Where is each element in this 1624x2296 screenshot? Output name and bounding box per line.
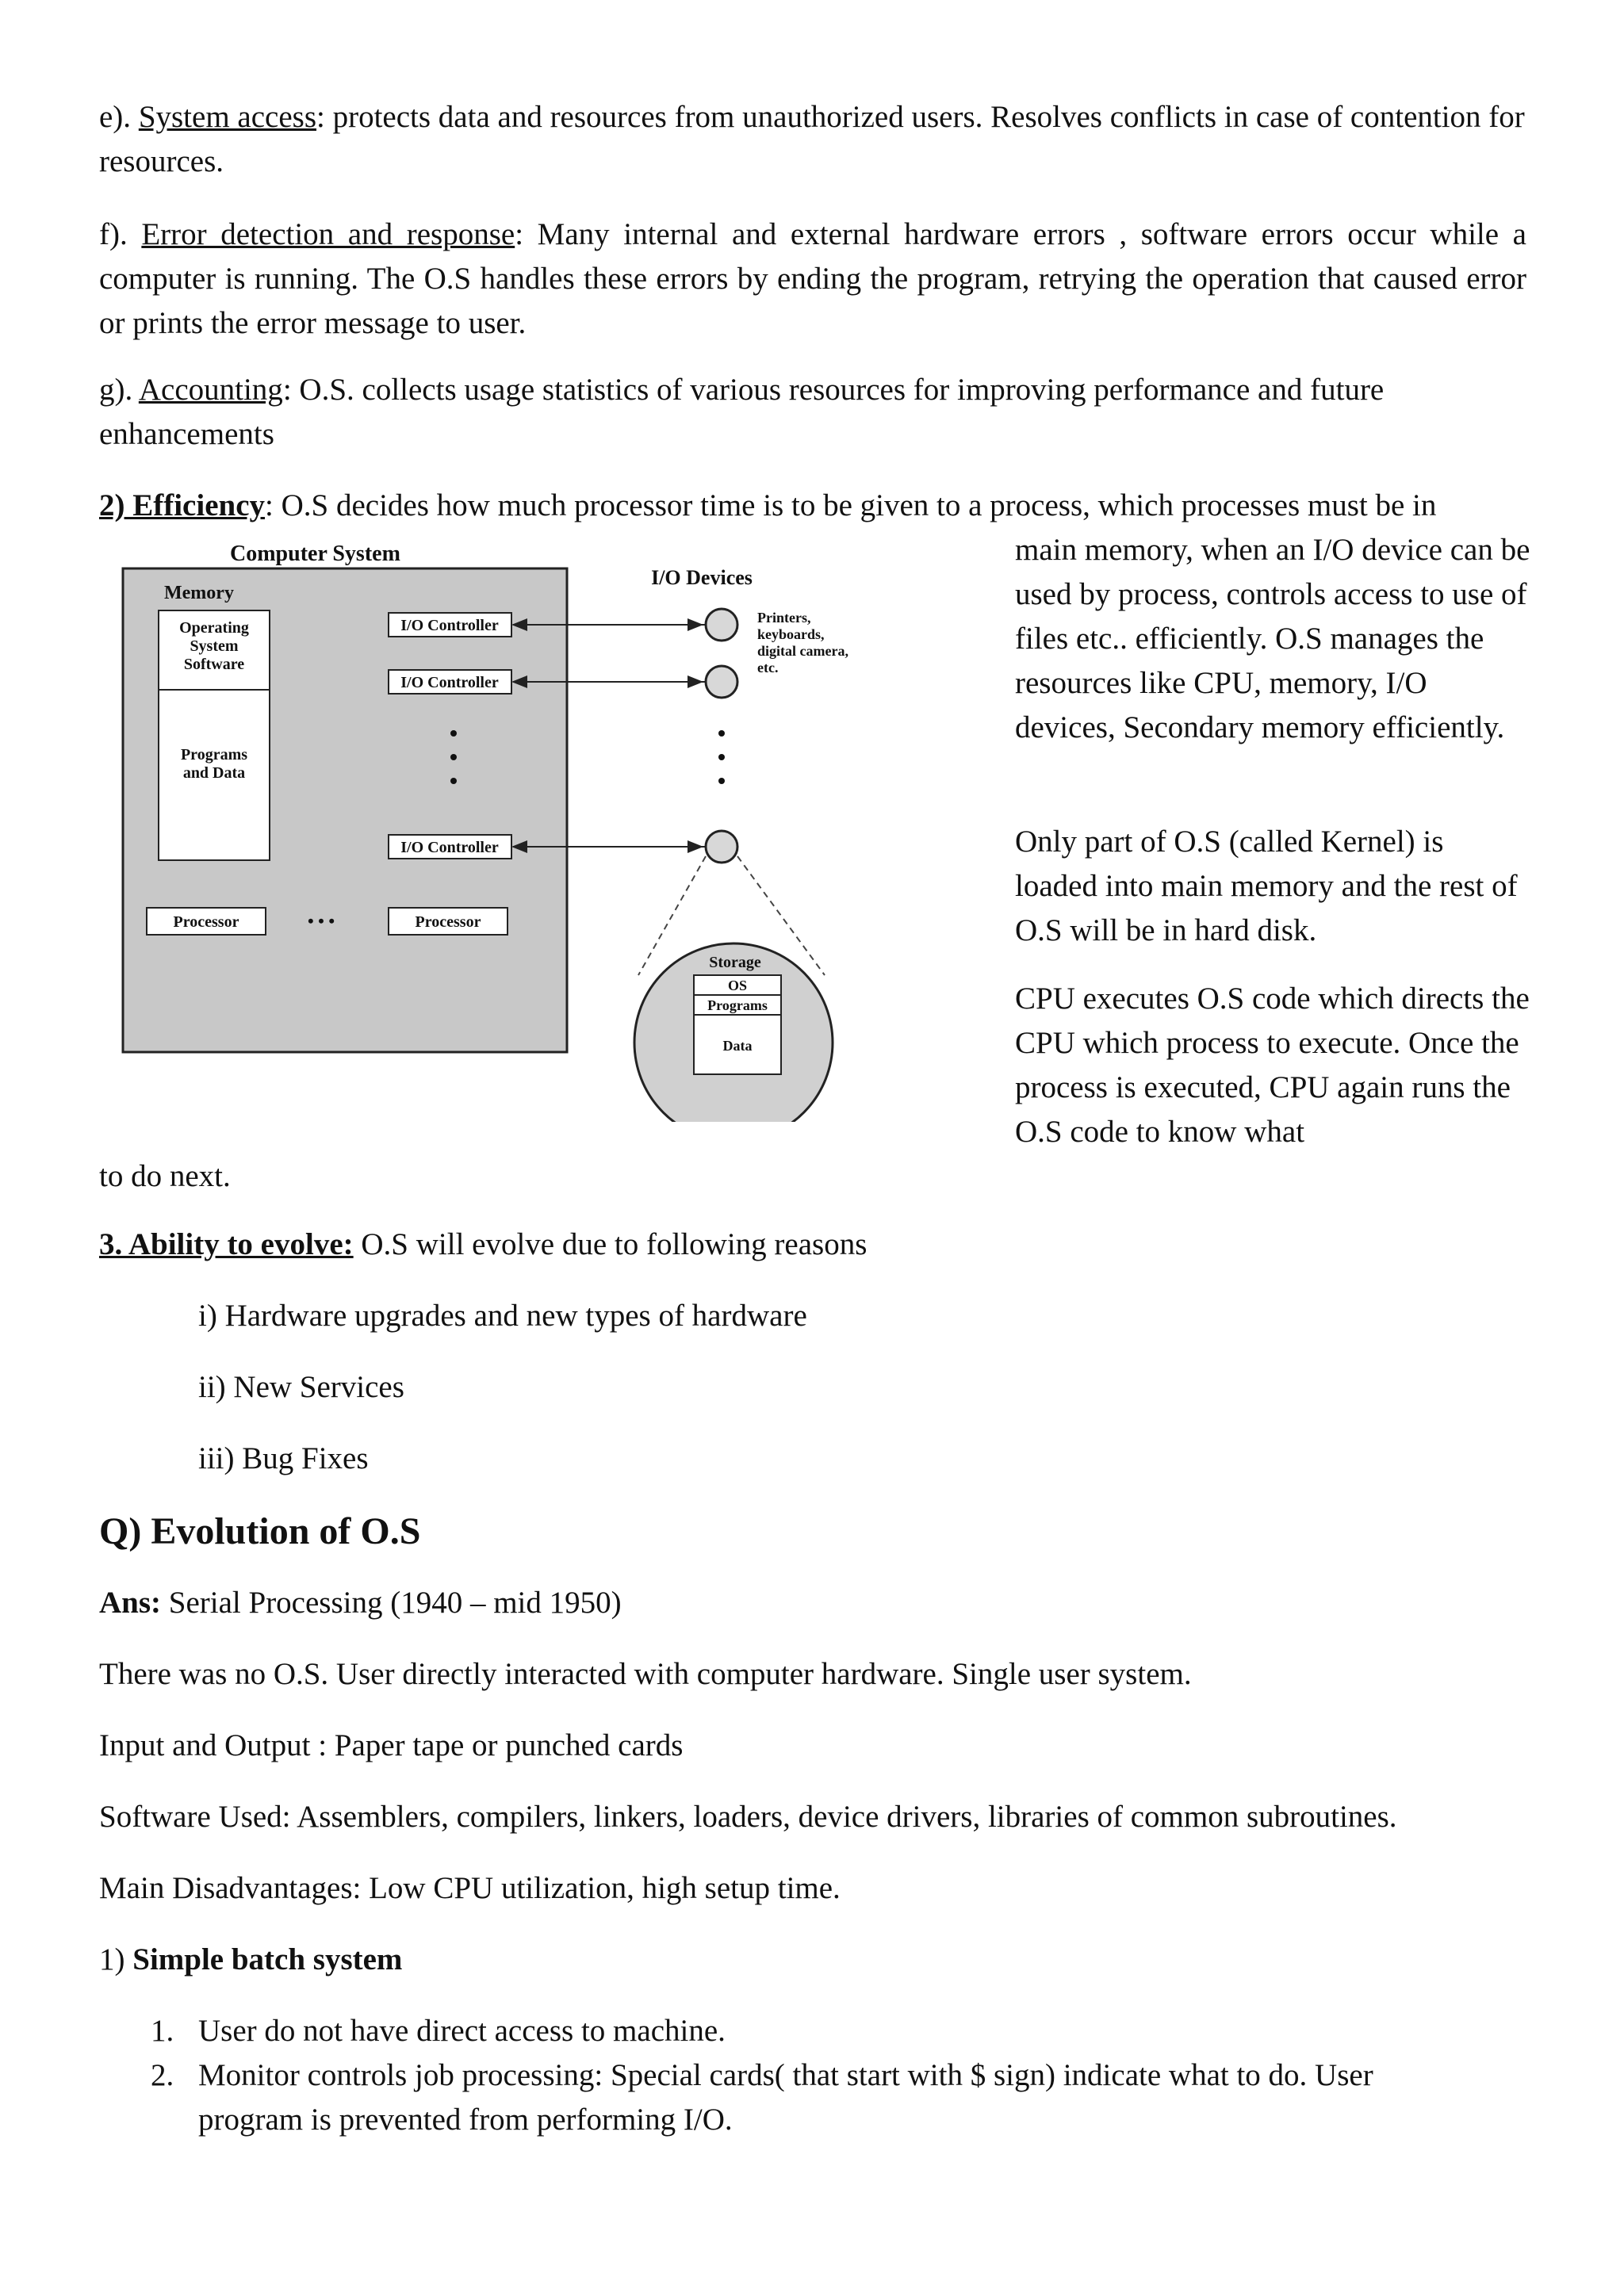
evolve-reason-2: ii) New Services [198, 1370, 404, 1404]
computer-system-diagram [99, 535, 983, 1122]
heading-evolution-of-os: Q) Evolution of O.S [99, 1510, 421, 1552]
term-accounting: Accounting [138, 373, 283, 407]
io-controller-3-label: I/O Controller [400, 839, 499, 856]
io-devices-title: I/O Devices [651, 566, 753, 589]
heading-efficiency: 2) Efficiency [99, 488, 266, 522]
term-error-detection: Error detection and response [141, 217, 515, 251]
os-software-line-2: System [190, 637, 239, 655]
vertical-dot [718, 754, 725, 760]
list-number: 1. [151, 2014, 174, 2048]
vertical-dot [450, 730, 457, 737]
vertical-dot [718, 730, 725, 737]
io-controller-1-label: I/O Controller [400, 617, 499, 634]
paragraph-system-access: e). System access: protects data and resources from unauthorized users. Resolves conflicts in case of contention for resources. [99, 100, 1525, 178]
efficiency-tail: to do next. [99, 1159, 231, 1193]
device-example-4: etc. [757, 660, 779, 675]
computer-system-title: Computer System [230, 541, 400, 566]
paragraph-serial-2: Input and Output : Paper tape or punched cards [99, 1728, 684, 1762]
evolve-reason-1: i) Hardware upgrades and new types of hardware [198, 1299, 807, 1333]
processor-2-label: Processor [415, 913, 481, 931]
storage-programs-label: Programs [707, 997, 768, 1013]
vertical-dot [450, 754, 457, 760]
paragraph-answer: Ans: Serial Processing (1940 – mid 1950) [99, 1586, 622, 1620]
vertical-dot [450, 778, 457, 784]
processor-ellipsis: • • • [307, 911, 335, 931]
storage-data-label: Data [722, 1038, 753, 1054]
paragraph-serial-4: Main Disadvantages: Low CPU utilization, high setup time. [99, 1871, 841, 1905]
storage-label: Storage [709, 954, 761, 971]
os-software-line-1: Operating [179, 619, 249, 637]
list-item: User do not have direct access to machine. [198, 2014, 726, 2048]
paragraph-error-detection: f). Error detection and response: Many internal and external hardware errors , software errors occur while a computer is running. The O.S handles these errors by ending the program, retrying the operation that caused error or prints the error message to user. [99, 217, 1526, 340]
io-device-2 [706, 666, 737, 698]
paragraph-serial-1: There was no O.S. User directly interacted with computer hardware. Single user system. [99, 1657, 1192, 1691]
storage-os-label: OS [727, 978, 748, 993]
paragraph-serial-3: Software Used: Assemblers, compilers, linkers, loaders, device drivers, libraries of common subroutines. [99, 1800, 1397, 1834]
efficiency-wrap-2: Only part of O.S (called Kernel) is loaded into main memory and the rest of O.S will be in hard disk. [1015, 825, 1518, 947]
heading-simple-batch: Simple batch system [132, 1942, 403, 1976]
paragraph-accounting: g). Accounting: O.S. collects usage statistics of various resources for improving performance and future enhancements [99, 373, 1385, 451]
paragraph-simple-batch: 1) Simple batch system [99, 1942, 403, 1976]
io-device-1 [706, 609, 737, 641]
list-item: Monitor controls job processing: Special cards( that start with $ sign) indicate what to do. User program is prevented from performing I/O. [198, 2058, 1373, 2137]
processor-1-label: Processor [173, 913, 239, 931]
device-example-1: Printers, [757, 610, 811, 626]
vertical-dot [718, 778, 725, 784]
device-example-2: keyboards, [757, 626, 825, 642]
list-number: 2. [151, 2058, 174, 2092]
paragraph-efficiency: 2) Efficiency: O.S decides how much processor time is to be given to a process, which processes must be in [99, 488, 1437, 522]
heading-ability-to-evolve: 3. Ability to evolve: [99, 1227, 354, 1261]
efficiency-wrap-3: CPU executes O.S code which directs the CPU which process to execute. Once the process is executed, CPU again runs the O.S code to know what [1015, 982, 1530, 1149]
os-software-line-3: Software [183, 656, 245, 673]
programs-data-line-1: Programs [180, 746, 248, 763]
io-device-3 [706, 831, 737, 863]
evolve-reason-3: iii) Bug Fixes [198, 1441, 369, 1475]
efficiency-wrap-1: main memory, when an I/O device can be used by process, controls access to use of files etc.. efficiently. O.S manages the resources like CPU, memory, I/O devices, Secondary memory efficiently. [1015, 533, 1530, 744]
term-system-access: System access [138, 100, 317, 134]
programs-data-line-2: and Data [182, 764, 246, 782]
paragraph-ability-to-evolve: 3. Ability to evolve: O.S will evolve due to following reasons [99, 1227, 868, 1261]
memory-label: Memory [164, 583, 234, 603]
device-example-3: digital camera, [757, 643, 848, 659]
io-controller-2-label: I/O Controller [400, 674, 499, 691]
